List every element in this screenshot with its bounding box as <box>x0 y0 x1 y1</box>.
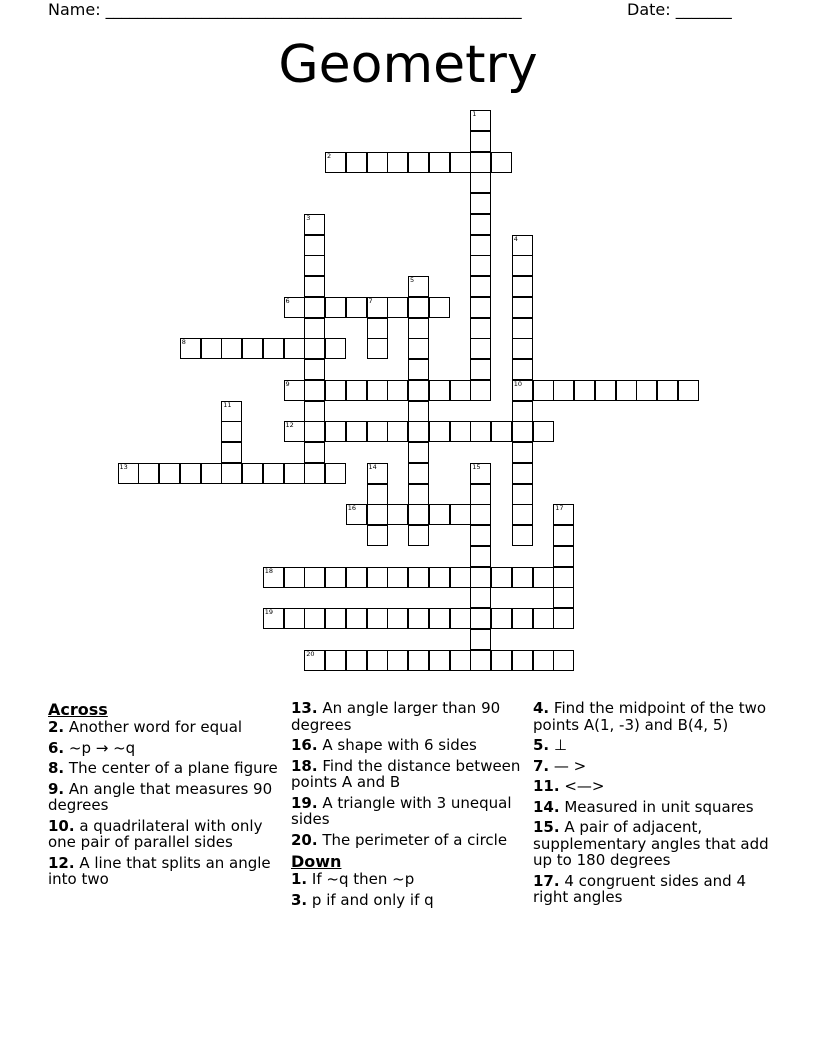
clue-item <box>533 778 773 795</box>
crossword-cell[interactable] <box>470 338 491 359</box>
crossword-cell[interactable] <box>512 359 533 380</box>
crossword-cell[interactable] <box>304 380 325 401</box>
crossword-cell[interactable] <box>616 380 637 401</box>
crossword-cell[interactable] <box>429 421 450 442</box>
clue-text: A pair of adjacent, supplementary angles that add up to 180 degrees <box>533 818 769 869</box>
cell-number: 18 <box>264 566 274 575</box>
crossword-cell[interactable] <box>304 255 325 276</box>
crossword-cell[interactable] <box>304 463 325 484</box>
cell-number: 14 <box>368 462 377 471</box>
crossword-cell[interactable] <box>138 463 159 484</box>
clue-item <box>48 781 288 814</box>
clue-item <box>48 855 288 888</box>
crossword-cell[interactable] <box>470 359 491 380</box>
down-heading: Down <box>291 852 342 871</box>
crossword-cell[interactable] <box>470 504 491 525</box>
crossword-cell[interactable] <box>367 608 388 629</box>
crossword-cell[interactable] <box>367 338 388 359</box>
crossword-cell[interactable] <box>470 235 491 256</box>
clue-number: 13. <box>291 699 318 717</box>
crossword-cell[interactable] <box>304 442 325 463</box>
cell-number: 7 <box>368 296 373 305</box>
crossword-cell[interactable] <box>553 587 574 608</box>
crossword-cell[interactable] <box>263 567 284 588</box>
clue-item <box>291 758 531 791</box>
crossword-cell[interactable] <box>304 276 325 297</box>
crossword-cell[interactable] <box>325 152 346 173</box>
clue-item <box>533 819 773 869</box>
crossword-cell[interactable] <box>450 152 471 173</box>
crossword-cell[interactable] <box>325 650 346 671</box>
crossword-cell[interactable] <box>221 442 242 463</box>
crossword-cell[interactable] <box>470 650 491 671</box>
clue-text: <—> <box>559 777 605 795</box>
clue-item <box>48 760 288 777</box>
cell-number: 1 <box>472 110 477 118</box>
crossword-cell[interactable] <box>470 525 491 546</box>
crossword-cell[interactable] <box>553 380 574 401</box>
clue-number: 11. <box>533 777 560 795</box>
clue-text: Measured in unit squares <box>559 797 754 816</box>
clue-number: 10. <box>48 816 75 835</box>
crossword-cell[interactable] <box>429 504 450 525</box>
crossword-cell[interactable] <box>512 401 533 422</box>
crossword-cell[interactable] <box>221 338 242 359</box>
crossword-cell[interactable] <box>387 650 408 671</box>
crossword-cell[interactable] <box>470 193 491 214</box>
clue-text: The center of a plane figure <box>64 759 278 777</box>
clue-item <box>533 873 773 906</box>
crossword-cell[interactable] <box>180 338 201 359</box>
crossword-cell[interactable] <box>242 463 263 484</box>
crossword-cell[interactable] <box>221 421 242 442</box>
clue-number: 20. <box>291 830 318 849</box>
crossword-cell[interactable] <box>367 504 388 525</box>
clue-text: ⊥ <box>549 736 567 754</box>
clue-number: 5. <box>533 736 550 754</box>
clue-number: 15. <box>533 818 560 836</box>
crossword-cell[interactable] <box>408 359 429 380</box>
crossword-cell[interactable] <box>304 214 325 235</box>
clue-number: 3. <box>291 890 308 909</box>
cell-number: 5 <box>410 276 415 284</box>
crossword-cell[interactable] <box>325 608 346 629</box>
clue-text: 4 congruent sides and 4 right angles <box>533 871 747 906</box>
crossword-cell[interactable] <box>325 297 346 318</box>
crossword-cell[interactable] <box>304 650 325 671</box>
clue-column-2 <box>291 700 531 912</box>
name-field-line[interactable]: Name: ____________________________________________________ <box>48 0 522 19</box>
crossword-cell[interactable] <box>512 463 533 484</box>
clue-number: 7. <box>533 756 550 775</box>
cell-number: 12 <box>285 421 294 430</box>
crossword-cell[interactable] <box>450 504 471 525</box>
crossword-cell[interactable] <box>367 380 388 401</box>
crossword-cell[interactable] <box>408 484 429 505</box>
crossword-cell[interactable] <box>325 380 346 401</box>
crossword-cell[interactable] <box>470 110 491 131</box>
crossword-cell[interactable] <box>408 442 429 463</box>
crossword-cell[interactable] <box>201 463 222 484</box>
crossword-cell[interactable] <box>367 567 388 588</box>
crossword-cell[interactable] <box>553 608 574 629</box>
clue-item <box>48 719 288 736</box>
crossword-cell[interactable] <box>450 608 471 629</box>
crossword-cell[interactable] <box>470 567 491 588</box>
crossword-cell[interactable] <box>429 297 450 318</box>
crossword-cell[interactable] <box>470 152 491 173</box>
crossword-cell[interactable] <box>304 359 325 380</box>
clue-text: A shape with 6 sides <box>317 736 477 754</box>
clue-item <box>533 700 773 733</box>
crossword-cell[interactable] <box>491 650 512 671</box>
clue-item <box>291 871 531 888</box>
crossword-cell[interactable] <box>284 463 305 484</box>
crossword-cell[interactable] <box>408 504 429 525</box>
cell-number: 20 <box>306 649 315 658</box>
crossword-cell[interactable] <box>678 380 699 401</box>
crossword-cell[interactable] <box>408 421 429 442</box>
crossword-cell[interactable] <box>429 152 450 173</box>
cell-number: 11 <box>223 400 232 409</box>
crossword-cell[interactable] <box>325 567 346 588</box>
clue-text: An angle that measures 90 degrees <box>48 779 273 814</box>
crossword-cell[interactable] <box>512 380 533 401</box>
clue-item <box>533 799 773 816</box>
clue-item <box>291 737 531 754</box>
clue-text: p if and only if q <box>307 890 434 909</box>
clue-text: Find the distance between points A and B <box>291 756 521 791</box>
crossword-cell[interactable] <box>512 525 533 546</box>
clue-item <box>48 818 288 851</box>
crossword-cell[interactable] <box>553 525 574 546</box>
crossword-cell[interactable] <box>408 608 429 629</box>
clue-number: 1. <box>291 870 308 888</box>
crossword-cell[interactable] <box>512 421 533 442</box>
crossword-cell[interactable] <box>408 463 429 484</box>
cell-number: 3 <box>306 213 311 222</box>
crossword-cell[interactable] <box>512 567 533 588</box>
crossword-cell[interactable] <box>284 297 305 318</box>
crossword-cell[interactable] <box>346 650 367 671</box>
clue-number: 9. <box>48 779 65 798</box>
crossword-cell[interactable] <box>491 152 512 173</box>
cell-number: 2 <box>327 151 332 160</box>
clue-column-3 <box>533 700 773 910</box>
crossword-cell[interactable] <box>533 421 554 442</box>
crossword-cell[interactable] <box>284 380 305 401</box>
crossword-cell[interactable] <box>408 567 429 588</box>
crossword-cell[interactable] <box>242 338 263 359</box>
crossword-cell[interactable] <box>657 380 678 401</box>
crossword-cell[interactable] <box>512 235 533 256</box>
crossword-cell[interactable] <box>491 608 512 629</box>
crossword-cell[interactable] <box>284 338 305 359</box>
clue-item <box>291 892 531 909</box>
clue-text: — > <box>549 756 587 775</box>
crossword-cell[interactable] <box>574 380 595 401</box>
cell-number: 8 <box>181 338 186 347</box>
clue-text: Another word for equal <box>64 718 243 736</box>
crossword-cell[interactable] <box>221 463 242 484</box>
crossword-cell[interactable] <box>533 567 554 588</box>
crossword-cell[interactable] <box>408 338 429 359</box>
crossword-cell[interactable] <box>408 152 429 173</box>
crossword-cell[interactable] <box>304 297 325 318</box>
clue-text: ~p → ~q <box>64 738 136 757</box>
across-heading: Across <box>48 700 108 719</box>
crossword-cell[interactable] <box>470 608 491 629</box>
crossword-cell[interactable] <box>470 172 491 193</box>
crossword-cell[interactable] <box>470 214 491 235</box>
clue-text: The perimeter of a circle <box>317 830 508 849</box>
cell-number: 10 <box>513 379 523 388</box>
crossword-cell[interactable] <box>595 380 616 401</box>
crossword-cell[interactable] <box>159 463 180 484</box>
crossword-cell[interactable] <box>429 608 450 629</box>
crossword-cell[interactable] <box>533 608 554 629</box>
crossword-cell[interactable] <box>387 608 408 629</box>
crossword-cell[interactable] <box>304 235 325 256</box>
crossword-cell[interactable] <box>533 380 554 401</box>
crossword-cell[interactable] <box>346 421 367 442</box>
crossword-cell[interactable] <box>408 318 429 339</box>
crossword-cell[interactable] <box>367 463 388 484</box>
crossword-cell[interactable] <box>470 255 491 276</box>
crossword-cell[interactable] <box>346 152 367 173</box>
cell-number: 19 <box>264 608 274 616</box>
crossword-cell[interactable] <box>470 421 491 442</box>
crossword-cell[interactable] <box>553 650 574 671</box>
crossword-cell[interactable] <box>346 297 367 318</box>
crossword-cell[interactable] <box>470 629 491 650</box>
crossword-cell[interactable] <box>304 608 325 629</box>
crossword-cell[interactable] <box>512 276 533 297</box>
crossword-cell[interactable] <box>512 504 533 525</box>
crossword-cell[interactable] <box>470 484 491 505</box>
crossword-cell[interactable] <box>408 401 429 422</box>
crossword-cell[interactable] <box>387 152 408 173</box>
crossword-cell[interactable] <box>512 650 533 671</box>
crossword-cell[interactable] <box>284 608 305 629</box>
clue-number: 14. <box>533 797 560 816</box>
crossword-cell[interactable] <box>553 504 574 525</box>
crossword-cell[interactable] <box>367 152 388 173</box>
crossword-cell[interactable] <box>387 297 408 318</box>
cell-number: 15 <box>472 462 481 471</box>
across-clues-list-cont <box>291 700 531 848</box>
clue-item <box>533 758 773 775</box>
crossword-cell[interactable] <box>367 318 388 339</box>
clue-number: 6. <box>48 738 65 757</box>
crossword-cell[interactable] <box>512 255 533 276</box>
clue-text: A triangle with 3 unequal sides <box>291 793 512 828</box>
crossword-cell[interactable] <box>512 297 533 318</box>
crossword-cell[interactable] <box>408 650 429 671</box>
crossword-cell[interactable] <box>450 567 471 588</box>
crossword-cell[interactable] <box>553 567 574 588</box>
crossword-cell[interactable] <box>636 380 657 401</box>
crossword-cell[interactable] <box>491 421 512 442</box>
crossword-cell[interactable] <box>512 318 533 339</box>
clue-text: An angle larger than 90 degrees <box>291 699 501 734</box>
clue-number: 2. <box>48 718 65 736</box>
crossword-cell[interactable] <box>512 608 533 629</box>
crossword-cell[interactable] <box>512 442 533 463</box>
crossword-cell[interactable] <box>387 380 408 401</box>
clue-column-1 <box>48 700 288 892</box>
crossword-cell[interactable] <box>470 297 491 318</box>
clue-item <box>291 700 531 733</box>
clue-number: 8. <box>48 759 65 777</box>
clue-item <box>291 795 531 828</box>
down-clues-list-cont <box>533 700 773 906</box>
down-clues-list <box>291 871 531 908</box>
crossword-cell[interactable] <box>470 587 491 608</box>
crossword-cell[interactable] <box>512 338 533 359</box>
crossword-cell[interactable] <box>470 546 491 567</box>
crossword-cell[interactable] <box>512 484 533 505</box>
crossword-cell[interactable] <box>325 421 346 442</box>
clue-number: 4. <box>533 699 550 717</box>
across-clues-list <box>48 719 288 888</box>
crossword-cell[interactable] <box>429 650 450 671</box>
crossword-cell[interactable] <box>304 421 325 442</box>
crossword-cell[interactable] <box>201 338 222 359</box>
crossword-cell[interactable] <box>346 504 367 525</box>
date-field-line[interactable]: Date: _______ <box>627 0 732 19</box>
crossword-cell[interactable] <box>367 421 388 442</box>
crossword-cell[interactable] <box>284 421 305 442</box>
crossword-cell[interactable] <box>325 338 346 359</box>
clue-number: 12. <box>48 853 75 872</box>
crossword-cell[interactable] <box>367 484 388 505</box>
crossword-cell[interactable] <box>450 650 471 671</box>
crossword-cell[interactable] <box>367 297 388 318</box>
clue-number: 18. <box>291 756 318 775</box>
crossword-cell[interactable] <box>387 421 408 442</box>
cell-number: 4 <box>513 234 518 243</box>
crossword-cell[interactable] <box>408 276 429 297</box>
crossword-cell[interactable] <box>304 401 325 422</box>
crossword-cell[interactable] <box>408 525 429 546</box>
crossword-cell[interactable] <box>304 338 325 359</box>
crossword-cell[interactable] <box>180 463 201 484</box>
cell-number: 16 <box>347 504 357 513</box>
clue-text: If ~q then ~p <box>307 870 415 888</box>
crossword-cell[interactable] <box>450 421 471 442</box>
crossword-cell[interactable] <box>533 650 554 671</box>
crossword-cell[interactable] <box>346 380 367 401</box>
cell-number: 13 <box>119 462 128 471</box>
crossword-cell[interactable] <box>387 567 408 588</box>
clue-text: Find the midpoint of the two points A(1, -3) and B(4, 5) <box>533 699 767 734</box>
crossword-cell[interactable] <box>263 608 284 629</box>
clue-number: 19. <box>291 793 318 812</box>
crossword-cell[interactable] <box>429 567 450 588</box>
crossword-cell[interactable] <box>470 131 491 152</box>
clue-item <box>48 740 288 757</box>
crossword-cell[interactable] <box>408 380 429 401</box>
crossword-cell[interactable] <box>304 567 325 588</box>
crossword-cell[interactable] <box>450 380 471 401</box>
crossword-cell[interactable] <box>263 338 284 359</box>
clue-item <box>533 737 773 754</box>
crossword-cell[interactable] <box>408 297 429 318</box>
crossword-cell[interactable] <box>367 650 388 671</box>
crossword-cell[interactable] <box>470 380 491 401</box>
clue-number: 16. <box>291 736 318 754</box>
page-title: Geometry <box>278 35 538 95</box>
crossword-cell[interactable] <box>367 525 388 546</box>
crossword-cell[interactable] <box>470 318 491 339</box>
crossword-cell[interactable] <box>470 276 491 297</box>
crossword-cell[interactable] <box>284 567 305 588</box>
crossword-cell[interactable] <box>429 380 450 401</box>
clue-item <box>291 832 531 849</box>
crossword-cell[interactable] <box>470 463 491 484</box>
crossword-cell[interactable] <box>118 463 139 484</box>
crossword-cell[interactable] <box>346 567 367 588</box>
cell-number: 17 <box>555 504 564 513</box>
cell-number: 6 <box>285 296 290 305</box>
cell-number: 9 <box>285 379 290 388</box>
crossword-cell[interactable] <box>387 504 408 525</box>
crossword-cell[interactable] <box>325 463 346 484</box>
crossword-cell[interactable] <box>263 463 284 484</box>
clue-text: A line that splits an angle into two <box>48 853 271 888</box>
crossword-cell[interactable] <box>221 401 242 422</box>
crossword-cell[interactable] <box>304 318 325 339</box>
clue-text: a quadrilateral with only one pair of parallel sides <box>48 816 263 851</box>
crossword-cell[interactable] <box>553 546 574 567</box>
crossword-cell[interactable] <box>346 608 367 629</box>
clue-number: 17. <box>533 871 560 890</box>
crossword-cell[interactable] <box>491 567 512 588</box>
